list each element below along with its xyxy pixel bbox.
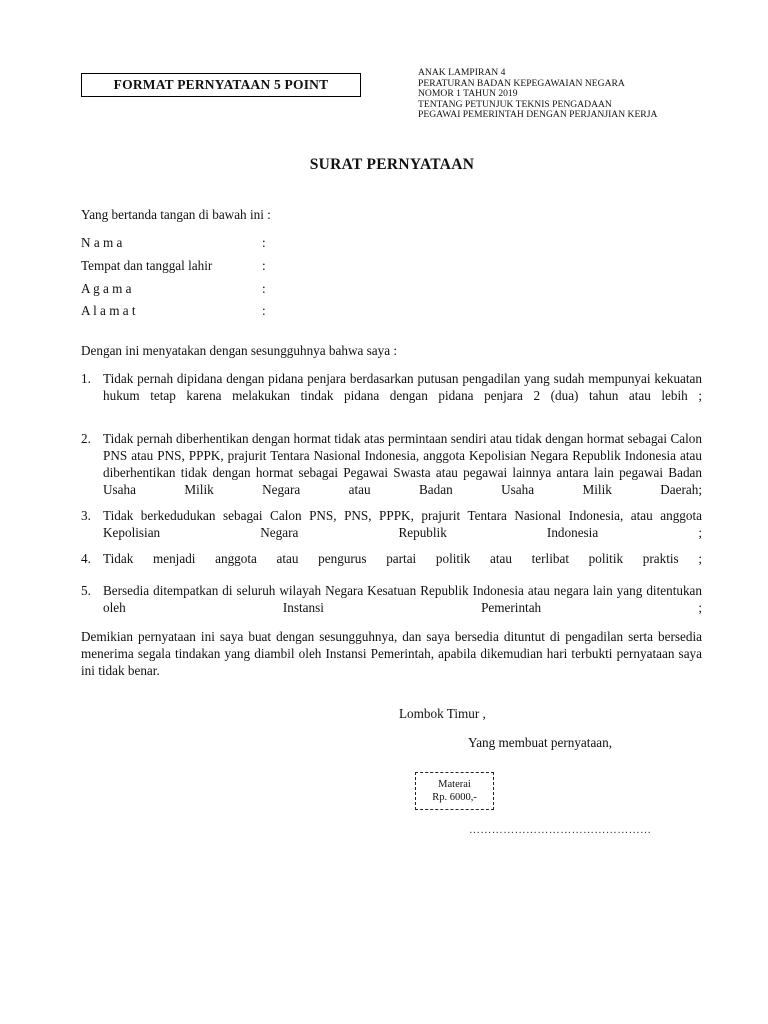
item-number: 2. xyxy=(81,431,91,446)
document-title: SURAT PERNYATAAN xyxy=(309,156,475,173)
item-text: Tidak menjadi anggota atau pengurus partai politik atau terlibat politik praktis ; xyxy=(103,551,702,566)
lampiran-line: PEGAWAI PEMERINTAH DENGAN PERJANJIAN KERJA xyxy=(418,109,658,120)
item-number: 3. xyxy=(81,508,91,523)
item-number: 1. xyxy=(81,371,91,386)
format-label-box xyxy=(81,73,361,97)
materai-label: Materai xyxy=(438,779,471,790)
lampiran-line: ANAK LAMPIRAN 4 xyxy=(418,67,506,78)
field-colon: : xyxy=(262,258,266,273)
field-colon: : xyxy=(262,235,266,250)
place-label: Lombok Timur , xyxy=(399,706,486,721)
format-label: FORMAT PERNYATAAN 5 POINT xyxy=(113,77,329,92)
item-text: Tidak pernah dipidana dengan pidana penjara berdasarkan putusan pengadilan yang sudah mempunyai kekuatan hukum tetap karena melakukan tindak pidana dengan pidana penjara 2 (dua) tahun atau lebih ; xyxy=(103,371,702,403)
lampiran-reference xyxy=(418,68,657,121)
materai-stamp-box xyxy=(415,772,494,810)
field-label: Tempat dan tanggal lahir xyxy=(81,258,213,273)
signer-label: Yang membuat pernyataan, xyxy=(468,735,613,750)
lampiran-line: PERATURAN BADAN KEPEGAWAIAN NEGARA xyxy=(418,77,625,89)
statement-text: Dengan ini menyatakan dengan sesungguhnya bahwa saya : xyxy=(81,343,398,358)
signature-line: ………………………………………… xyxy=(469,824,652,836)
item-number: 5. xyxy=(81,583,91,598)
field-colon: : xyxy=(262,303,266,318)
field-label: A g a m a xyxy=(81,281,132,296)
field-colon: : xyxy=(262,281,266,296)
item-text: Tidak berkedudukan sebagai Calon PNS, PNS, PPPK, prajurit Tentara Nasional Indonesia, atau anggota Kepolisian Negara Republik Indonesia ; xyxy=(103,508,702,540)
field-label: A l a m a t xyxy=(81,303,136,318)
intro-text: Yang bertanda tangan di bawah ini : xyxy=(81,207,271,222)
lampiran-line: TENTANG PETUNJUK TEKNIS PENGADAAN xyxy=(418,98,612,110)
item-number: 4. xyxy=(81,551,91,566)
closing-paragraph: Demikian pernyataan ini saya buat dengan sesungguhnya, dan saya bersedia dituntut di pengadilan serta bersedia menerima segala tindakan yang diambil oleh Instansi Pemerintah, apabila dikemudian hari terbukti pernyataan saya ini tidak benar. xyxy=(81,629,702,678)
field-label: N a m a xyxy=(81,235,123,250)
item-text: Tidak pernah diberhentikan dengan hormat tidak atas permintaan sendiri atau tidak dengan hormat sebagai Calon PNS atau PNS, PPPK, prajurit Tentara Nasional Indonesia, anggota Kepolisian Negara Republik Indonesia atau diberhentikan tidak dengan hormat sebagai Pegawai Swasta atau pegawai lainnya antara lain pegawai Badan Usaha Milik Negara atau Badan Usaha Milik Daerah; xyxy=(103,431,702,497)
lampiran-line: NOMOR 1 TAHUN 2019 xyxy=(418,88,518,99)
item-text: Bersedia ditempatkan di seluruh wilayah Negara Kesatuan Republik Indonesia atau negara lain yang ditentukan oleh Instansi Pemerintah ; xyxy=(103,583,702,615)
materai-amount: Rp. 6000,- xyxy=(432,792,477,803)
